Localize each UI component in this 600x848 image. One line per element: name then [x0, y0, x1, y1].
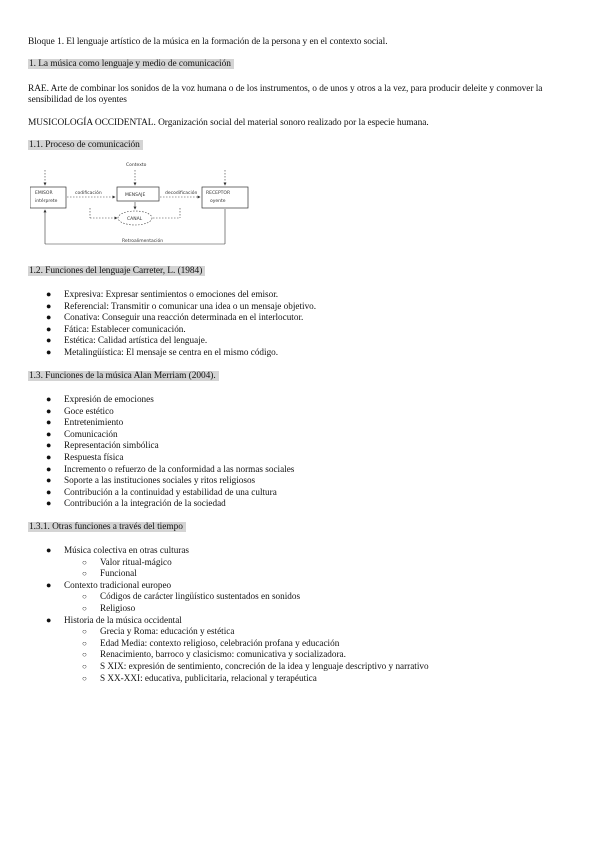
- sub-list-item: ○ Renacimiento, barroco y clasicismo: comunicativa y socializadora.: [82, 649, 346, 660]
- list-item: ● Representación simbólica: [46, 440, 159, 451]
- list-item: ● Expresiva: Expresar sentimientos o emociones del emisor.: [46, 289, 279, 299]
- list-item: ● Respuesta física: [46, 451, 124, 462]
- diagram-emisor-sub: intérprete: [35, 199, 58, 204]
- musicologia-definition: MUSICOLOGÍA OCCIDENTAL. Organización social del material sonoro realizado por la especie humana.: [28, 118, 429, 128]
- sub-list: [64, 557, 429, 580]
- sub-list-item: ○ Religioso: [82, 602, 136, 613]
- sub-list-item: ○ Edad Media: contexto religioso, celebración profana y educación: [82, 637, 340, 648]
- list-item: ● Contribución a la continuidad y estabilidad de una cultura: [46, 486, 277, 497]
- list-item: ● Comunicación: [46, 428, 118, 439]
- diagram-context-label: Contexto: [126, 163, 147, 168]
- list-item: ● Conativa: Conseguir una reacción determinada en el interlocutor.: [46, 312, 304, 323]
- diagram-receptor-sub: oyente: [210, 199, 226, 204]
- section-1-3-heading: 1.3. Funciones de la música Alan Merriam (2004).: [28, 371, 219, 382]
- language-functions-list: [28, 289, 316, 359]
- diagram-emisor-label: EMISOR: [35, 191, 53, 196]
- diagram-receptor-label: RECEPTOR: [206, 191, 231, 196]
- diagram-feedback-label: Retroalimentación: [122, 239, 164, 244]
- section-1-2-heading: 1.2. Funciones del lenguaje Carreter, L. (1984): [28, 266, 205, 277]
- sub-list-item: ○ S XX-XXI: educativa, publicitaria, relacional y terapéutica: [82, 672, 317, 683]
- diagram-codificacion-label: codificación: [75, 191, 102, 196]
- list-item: ● Estética: Calidad artística del lenguaje.: [46, 335, 208, 346]
- list-item: ● Fática: Establecer comunicación.: [46, 323, 186, 334]
- other-functions-list: [28, 545, 429, 684]
- sub-list-item: ○ S XIX: expresión de sentimiento, concreción de la idea y lenguaje descriptivo y narrativo: [82, 660, 429, 671]
- list-item: ● Música colectiva en otras culturas ○ Valor ritual-mágico ○ Funcional: [28, 545, 429, 580]
- communication-process-diagram: [30, 158, 260, 254]
- list-item: ● Entretenimiento: [46, 417, 124, 428]
- sub-list: [64, 591, 429, 614]
- rae-definition: RAE. Arte de combinar los sonidos de la voz humana o de los instrumentos, o de unos y otros a la vez, para producir deleite y conmover la sensibilidad de los oyentes: [28, 84, 543, 105]
- list-item: ● Goce estético: [46, 405, 114, 416]
- sub-list-item: ○ Códigos de carácter lingüístico sustentados en sonidos: [82, 591, 301, 602]
- list-item: ● Contexto tradicional europeo ○ Códigos de carácter lingüístico sustentados en sonidos ○ Religioso: [28, 580, 429, 615]
- list-item: ● Metalingüística: El mensaje se centra en el mismo código.: [46, 346, 279, 357]
- section-1-heading: 1. La música como lenguaje y medio de comunicación: [28, 59, 234, 70]
- diagram-canal-label: CANAL: [127, 217, 143, 222]
- section-1-1-heading: 1.1. Proceso de comunicación: [28, 140, 143, 151]
- list-item: ● Referencial: Transmitir o comunicar una idea o un mensaje objetivo.: [46, 300, 317, 311]
- list-item: ● Incremento o refuerzo de la conformidad a las normas sociales: [46, 463, 295, 474]
- list-item: ● Contribución a la integración de la sociedad: [46, 498, 226, 509]
- sub-list-item: ○ Grecia y Roma: educación y estética: [82, 626, 235, 637]
- music-functions-list: [28, 394, 294, 510]
- sub-list-item: ○ Funcional: [82, 568, 137, 579]
- list-item: ● Soporte a las instituciones sociales y ritos religiosos: [46, 475, 256, 486]
- diagram-decodificacion-label: decodificación: [165, 191, 198, 196]
- document-title: Bloque 1. El lenguaje artístico de la música en la formación de la persona y en el contexto social.: [28, 37, 388, 47]
- section-1-3-1-heading: 1.3.1. Otras funciones a través del tiempo: [28, 522, 186, 533]
- diagram-mensaje-label: MENSAJE: [125, 193, 146, 198]
- sub-list-item: ○ Valor ritual-mágico: [82, 556, 172, 567]
- list-item: ● Historia de la música occidental ○ Grecia y Roma: educación y estética ○ Edad Media: contexto religioso, celebración profana y educación ○ Renacimiento, barroco y clasicismo: comunicativa y socializadora. ○ S XIX: expresión de sentimiento, concreción de la idea y lenguaje descriptivo y narrativo ○ S XX-XXI: educativa, publicitaria, relacional y terapéutica: [46, 614, 429, 683]
- list-item: ● Expresión de emociones: [46, 394, 154, 404]
- sub-list: [64, 626, 429, 684]
